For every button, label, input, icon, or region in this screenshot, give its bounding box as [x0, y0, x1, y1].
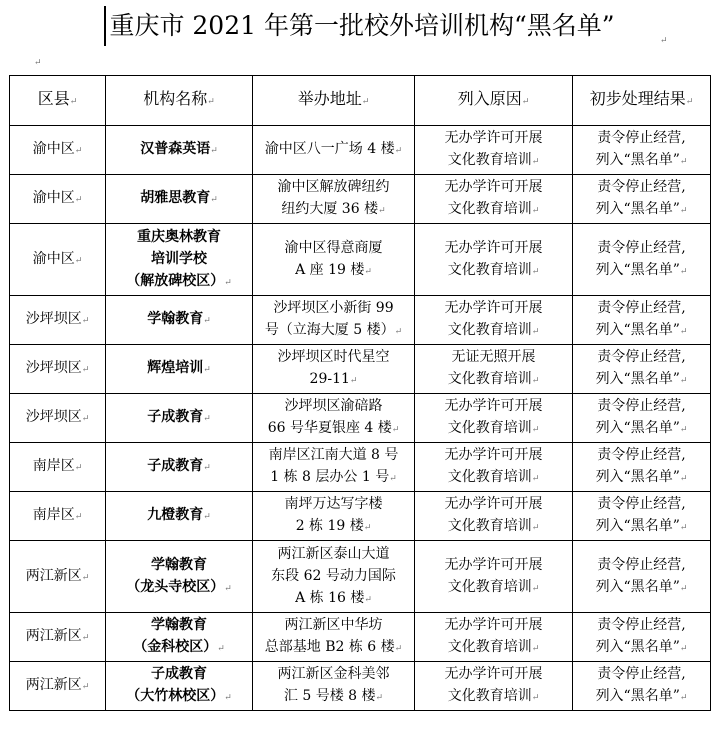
cell-reason-line: 无办学许可开展 [444, 239, 543, 256]
cell-reason [415, 492, 573, 541]
cell-district-text: 两江新区 [25, 677, 82, 693]
cell-result-line: 责令停止经营, [597, 496, 686, 512]
paragraph-mark-icon: ↵ [74, 255, 83, 266]
cell-name-line: 子成教育 [147, 458, 204, 474]
paragraph-mark-icon: ↵ [660, 36, 668, 46]
paragraph-mark-icon: ↵ [679, 583, 688, 594]
table-row [10, 296, 711, 345]
cell-result-line: 列入“黑名单” [595, 518, 680, 534]
paragraph-mark-icon: ↵ [217, 644, 225, 654]
cell-name [106, 126, 253, 175]
table-row [10, 492, 711, 541]
cell-address-line: 两江新区中华坊 [284, 617, 383, 633]
cell-district-text: 沙坪坝区 [25, 360, 82, 376]
cell-address-line: 号（立海大厦 5 楼） [264, 322, 395, 338]
cell-address [253, 492, 415, 541]
cell-address [253, 541, 415, 613]
cell-address-line: 纽约大厦 36 楼 [281, 201, 379, 217]
cell-name [106, 492, 253, 541]
paragraph-mark-icon: ↵ [74, 463, 83, 473]
paragraph-mark-icon: ↵ [81, 633, 90, 643]
paragraph-mark-icon: ↵ [679, 327, 688, 337]
cell-name [106, 224, 253, 296]
paragraph-mark-icon: ↵ [210, 146, 218, 156]
paragraph-mark-icon: ↵ [224, 277, 232, 288]
cell-reason-line: 无办学许可开展 [444, 666, 543, 682]
cell-reason-line: 文化教育培训 [447, 152, 532, 168]
paragraph-mark-icon: ↵ [394, 327, 403, 337]
cell-result-line: 责令停止经营, [597, 398, 686, 414]
title-area [0, 6, 719, 50]
cell-name [106, 613, 253, 662]
cell-address-line: 南坪万达写字楼 [284, 496, 383, 512]
cell-name [106, 394, 253, 443]
table-header-row [10, 76, 711, 126]
cell-result [573, 541, 711, 613]
cell-name-line: （解放碑校区） [126, 272, 225, 289]
cell-address-line: 两江新区金科美邻 [277, 666, 390, 682]
paragraph-mark-icon: ↵ [531, 206, 540, 216]
paragraph-mark-icon: ↵ [531, 523, 540, 533]
page-title: 重庆市 2021 年第一批校外培训机构“黑名单” [104, 6, 614, 46]
header-name: 机构名称↵ [106, 76, 253, 126]
cell-district-text: 南岸区 [32, 458, 75, 474]
table-row [10, 613, 711, 662]
cell-result [573, 443, 711, 492]
cell-reason-line: 无办学许可开展 [444, 556, 543, 573]
cell-result-line: 列入“黑名单” [595, 152, 680, 168]
cell-result-line: 列入“黑名单” [595, 688, 680, 704]
cell-result-line: 列入“黑名单” [595, 371, 680, 387]
cell-reason-line: 文化教育培训 [447, 322, 532, 338]
cell-result-line: 列入“黑名单” [595, 201, 680, 217]
cell-result [573, 662, 711, 711]
cell-result-line: 责令停止经营, [597, 556, 686, 573]
paragraph-mark-icon: ↵ [679, 206, 688, 216]
cell-reason [415, 443, 573, 492]
cell-name-line: 子成教育 [147, 409, 204, 425]
paragraph-mark-icon: ↵ [531, 266, 540, 277]
cell-reason [415, 345, 573, 394]
table-row [10, 541, 711, 613]
cell-name-line: 汉普森英语 [140, 141, 211, 157]
paragraph-mark-icon: ↵ [531, 425, 540, 435]
cell-reason-line: 文化教育培训 [447, 639, 532, 655]
cell-address [253, 613, 415, 662]
cell-name [106, 175, 253, 224]
cell-name [106, 296, 253, 345]
paragraph-mark-icon: ↵ [679, 693, 688, 703]
cell-district [10, 126, 106, 175]
cell-district [10, 345, 106, 394]
paragraph-mark-icon: ↵ [81, 572, 90, 583]
paragraph-mark-icon: ↵ [203, 463, 211, 473]
cell-address [253, 345, 415, 394]
cell-result-line: 列入“黑名单” [595, 261, 680, 278]
table-row [10, 175, 711, 224]
cell-district [10, 175, 106, 224]
cell-reason [415, 224, 573, 296]
cell-result-line: 责令停止经营, [597, 617, 686, 633]
cell-name-line: 重庆奥林教育 [137, 228, 221, 245]
paragraph-mark-icon: ↵ [81, 316, 90, 326]
cell-address-line: 两江新区泰山大道 [277, 545, 390, 562]
cell-reason-line: 文化教育培训 [447, 371, 532, 387]
cell-address-line: 29-11 [309, 371, 350, 387]
cell-result [573, 224, 711, 296]
cell-reason [415, 662, 573, 711]
cell-result [573, 613, 711, 662]
cell-address-line: 沙坪坝区时代星空 [277, 349, 390, 365]
paragraph-mark-icon: ↵ [531, 376, 540, 386]
cell-name [106, 345, 253, 394]
cell-reason [415, 126, 573, 175]
cell-name-line: （龙头寺校区） [126, 578, 225, 595]
cell-result-line: 责令停止经营, [597, 130, 686, 146]
cell-address-line: 66 号华夏银座 4 楼 [267, 420, 392, 436]
paragraph-mark-icon: ↵ [679, 376, 688, 386]
cell-reason-line: 文化教育培训 [447, 518, 532, 534]
cell-address-line: 1 栋 8 层办公 1 号 [270, 469, 390, 485]
cell-reason-line: 无办学许可开展 [444, 179, 543, 195]
cell-reason-line: 文化教育培训 [447, 688, 532, 704]
paragraph-mark-icon: ↵ [679, 266, 688, 277]
cell-address [253, 443, 415, 492]
paragraph-mark-icon: ↵ [679, 474, 688, 484]
cell-reason [415, 296, 573, 345]
cell-result-line: 列入“黑名单” [595, 578, 680, 595]
cell-name-line: 子成教育 [151, 666, 207, 682]
paragraph-mark-icon: ↵ [531, 644, 540, 654]
cell-district [10, 296, 106, 345]
cell-address-line: 沙坪坝区渝碚路 [284, 398, 383, 414]
table-row [10, 394, 711, 443]
cell-name-line: 培训学校 [151, 250, 207, 267]
cell-reason [415, 613, 573, 662]
cell-result-line: 责令停止经营, [597, 300, 686, 316]
cell-address [253, 126, 415, 175]
cell-district-text: 渝中区 [32, 250, 75, 267]
cell-address-line: 南岸区江南大道 8 号 [268, 447, 399, 463]
cell-result-line: 列入“黑名单” [595, 322, 680, 338]
cell-reason-line: 文化教育培训 [447, 261, 532, 278]
cell-district [10, 224, 106, 296]
cell-district-text: 渝中区 [32, 141, 75, 157]
table-row [10, 443, 711, 492]
cell-reason-line: 无证无照开展 [451, 349, 536, 365]
paragraph-mark-icon: ↵ [81, 682, 90, 692]
cell-address-line: 总部基地 B2 栋 6 楼 [264, 639, 395, 655]
cell-address [253, 394, 415, 443]
cell-result [573, 345, 711, 394]
cell-address [253, 662, 415, 711]
cell-result-line: 列入“黑名单” [595, 469, 680, 485]
paragraph-mark-icon: ↵ [203, 365, 211, 375]
cell-district-text: 两江新区 [25, 628, 82, 644]
blacklist-table [9, 75, 711, 711]
cell-reason-line: 无办学许可开展 [444, 617, 543, 633]
cell-result-line: 责令停止经营, [597, 447, 686, 463]
cell-name-line: 九橙教育 [147, 507, 204, 523]
paragraph-mark-icon: ↵ [375, 693, 384, 703]
cell-address-line: A 座 19 楼 [295, 261, 365, 278]
paragraph-mark-icon: ↵ [531, 583, 540, 594]
cell-address [253, 175, 415, 224]
cell-district-text: 沙坪坝区 [25, 311, 82, 327]
paragraph-mark-icon: ↵ [364, 594, 372, 605]
cell-name-line: 学翰教育 [151, 556, 207, 573]
paragraph-mark-icon: ↵ [81, 414, 90, 424]
paragraph-mark-icon: ↵ [74, 195, 83, 205]
cell-result-line: 责令停止经营, [597, 666, 686, 682]
cell-reason-line: 文化教育培训 [447, 578, 532, 595]
paragraph-mark-icon: ↵ [394, 644, 403, 654]
table-row [10, 662, 711, 711]
cell-district-text: 两江新区 [25, 567, 82, 584]
cell-name-line: （大竹林校区） [126, 688, 225, 704]
paragraph-mark-icon: ↵ [224, 693, 232, 703]
paragraph-mark-icon: ↵ [224, 583, 232, 594]
header-result: 初步处理结果↵ [573, 76, 711, 126]
cell-address-line: 东段 62 号动力国际 [271, 567, 396, 584]
cell-reason-line: 文化教育培训 [447, 420, 532, 436]
cell-reason-line: 无办学许可开展 [444, 130, 543, 146]
paragraph-mark-icon: ↵ [349, 376, 358, 386]
paragraph-mark-icon: ↵ [531, 327, 540, 337]
paragraph-mark-icon: ↵ [531, 157, 540, 167]
cell-name-line: （金科校区） [133, 639, 218, 655]
cell-reason-line: 无办学许可开展 [444, 496, 543, 512]
paragraph-mark-icon: ↵ [531, 474, 540, 484]
cell-reason-line: 无办学许可开展 [444, 300, 543, 316]
paragraph-mark-icon: ↵ [203, 414, 211, 424]
paragraph-mark-icon: ↵ [394, 146, 403, 156]
cell-address-line: 渝中区解放碑纽约 [277, 179, 390, 195]
cell-district-text: 沙坪坝区 [25, 409, 82, 425]
cell-name [106, 443, 253, 492]
cell-name [106, 662, 253, 711]
cell-district-text: 南岸区 [32, 507, 75, 523]
cell-address-line: 汇 5 号楼 8 楼 [283, 688, 376, 704]
cell-reason [415, 394, 573, 443]
paragraph-mark-icon: ↵ [378, 206, 386, 216]
cell-reason-line: 文化教育培训 [447, 469, 532, 485]
cell-district [10, 541, 106, 613]
cell-name-line: 胡雅思教育 [140, 190, 211, 206]
cell-address-line: 沙坪坝区小新街 99 [273, 300, 394, 316]
paragraph-mark-icon: ↵ [531, 693, 540, 703]
cell-name [106, 541, 253, 613]
cell-result-line: 责令停止经营, [597, 179, 686, 195]
paragraph-mark-icon: ↵ [74, 512, 83, 522]
cell-name-line: 学翰教育 [147, 311, 204, 327]
cell-reason-line: 文化教育培训 [447, 201, 532, 217]
paragraph-mark-icon: ↵ [389, 474, 397, 484]
paragraph-mark-icon: ↵ [364, 266, 372, 277]
cell-address-line: A 栋 16 楼 [295, 589, 365, 606]
cell-district [10, 613, 106, 662]
cell-result-line: 责令停止经营, [597, 349, 686, 365]
cell-reason-line: 无办学许可开展 [444, 398, 543, 414]
cell-reason [415, 541, 573, 613]
cell-result-line: 列入“黑名单” [595, 420, 680, 436]
cell-district-text: 渝中区 [32, 190, 75, 206]
paragraph-mark-icon: ↵ [363, 523, 372, 533]
header-reason: 列入原因↵ [415, 76, 573, 126]
table-row [10, 345, 711, 394]
paragraph-mark-icon: ↵ [679, 157, 688, 167]
cell-result-line: 列入“黑名单” [595, 639, 680, 655]
header-district: 区县↵ [10, 76, 106, 126]
cell-address-line: 渝中区得意商厦 [284, 239, 383, 256]
paragraph-mark-icon: ↵ [210, 195, 218, 205]
table-row [10, 224, 711, 296]
header-address: 举办地址↵ [253, 76, 415, 126]
cell-result [573, 492, 711, 541]
cell-name-line: 学翰教育 [151, 617, 207, 633]
cell-address-line: 2 栋 19 楼 [295, 518, 364, 534]
cell-address-line: 渝中区八一广场 4 楼 [264, 141, 395, 157]
paragraph-mark-icon: ↵ [679, 523, 688, 533]
cell-address [253, 296, 415, 345]
cell-result-line: 责令停止经营, [597, 239, 686, 256]
cell-name-line: 辉煌培训 [147, 360, 204, 376]
paragraph-mark-icon: ↵ [203, 512, 211, 522]
paragraph-mark-icon: ↵ [679, 644, 688, 654]
cell-district [10, 662, 106, 711]
paragraph-mark-icon: ↵ [34, 58, 42, 68]
paragraph-mark-icon: ↵ [203, 316, 211, 326]
cell-address [253, 224, 415, 296]
cell-reason [415, 175, 573, 224]
cell-result [573, 394, 711, 443]
table-row [10, 126, 711, 175]
cell-district [10, 492, 106, 541]
cell-reason-line: 无办学许可开展 [444, 447, 543, 463]
cell-district [10, 394, 106, 443]
paragraph-mark-icon: ↵ [81, 365, 90, 375]
paragraph-mark-icon: ↵ [679, 425, 688, 435]
cell-result [573, 296, 711, 345]
cell-result [573, 126, 711, 175]
paragraph-mark-icon: ↵ [74, 146, 83, 156]
cell-district [10, 443, 106, 492]
cell-result [573, 175, 711, 224]
paragraph-mark-icon: ↵ [391, 425, 400, 435]
